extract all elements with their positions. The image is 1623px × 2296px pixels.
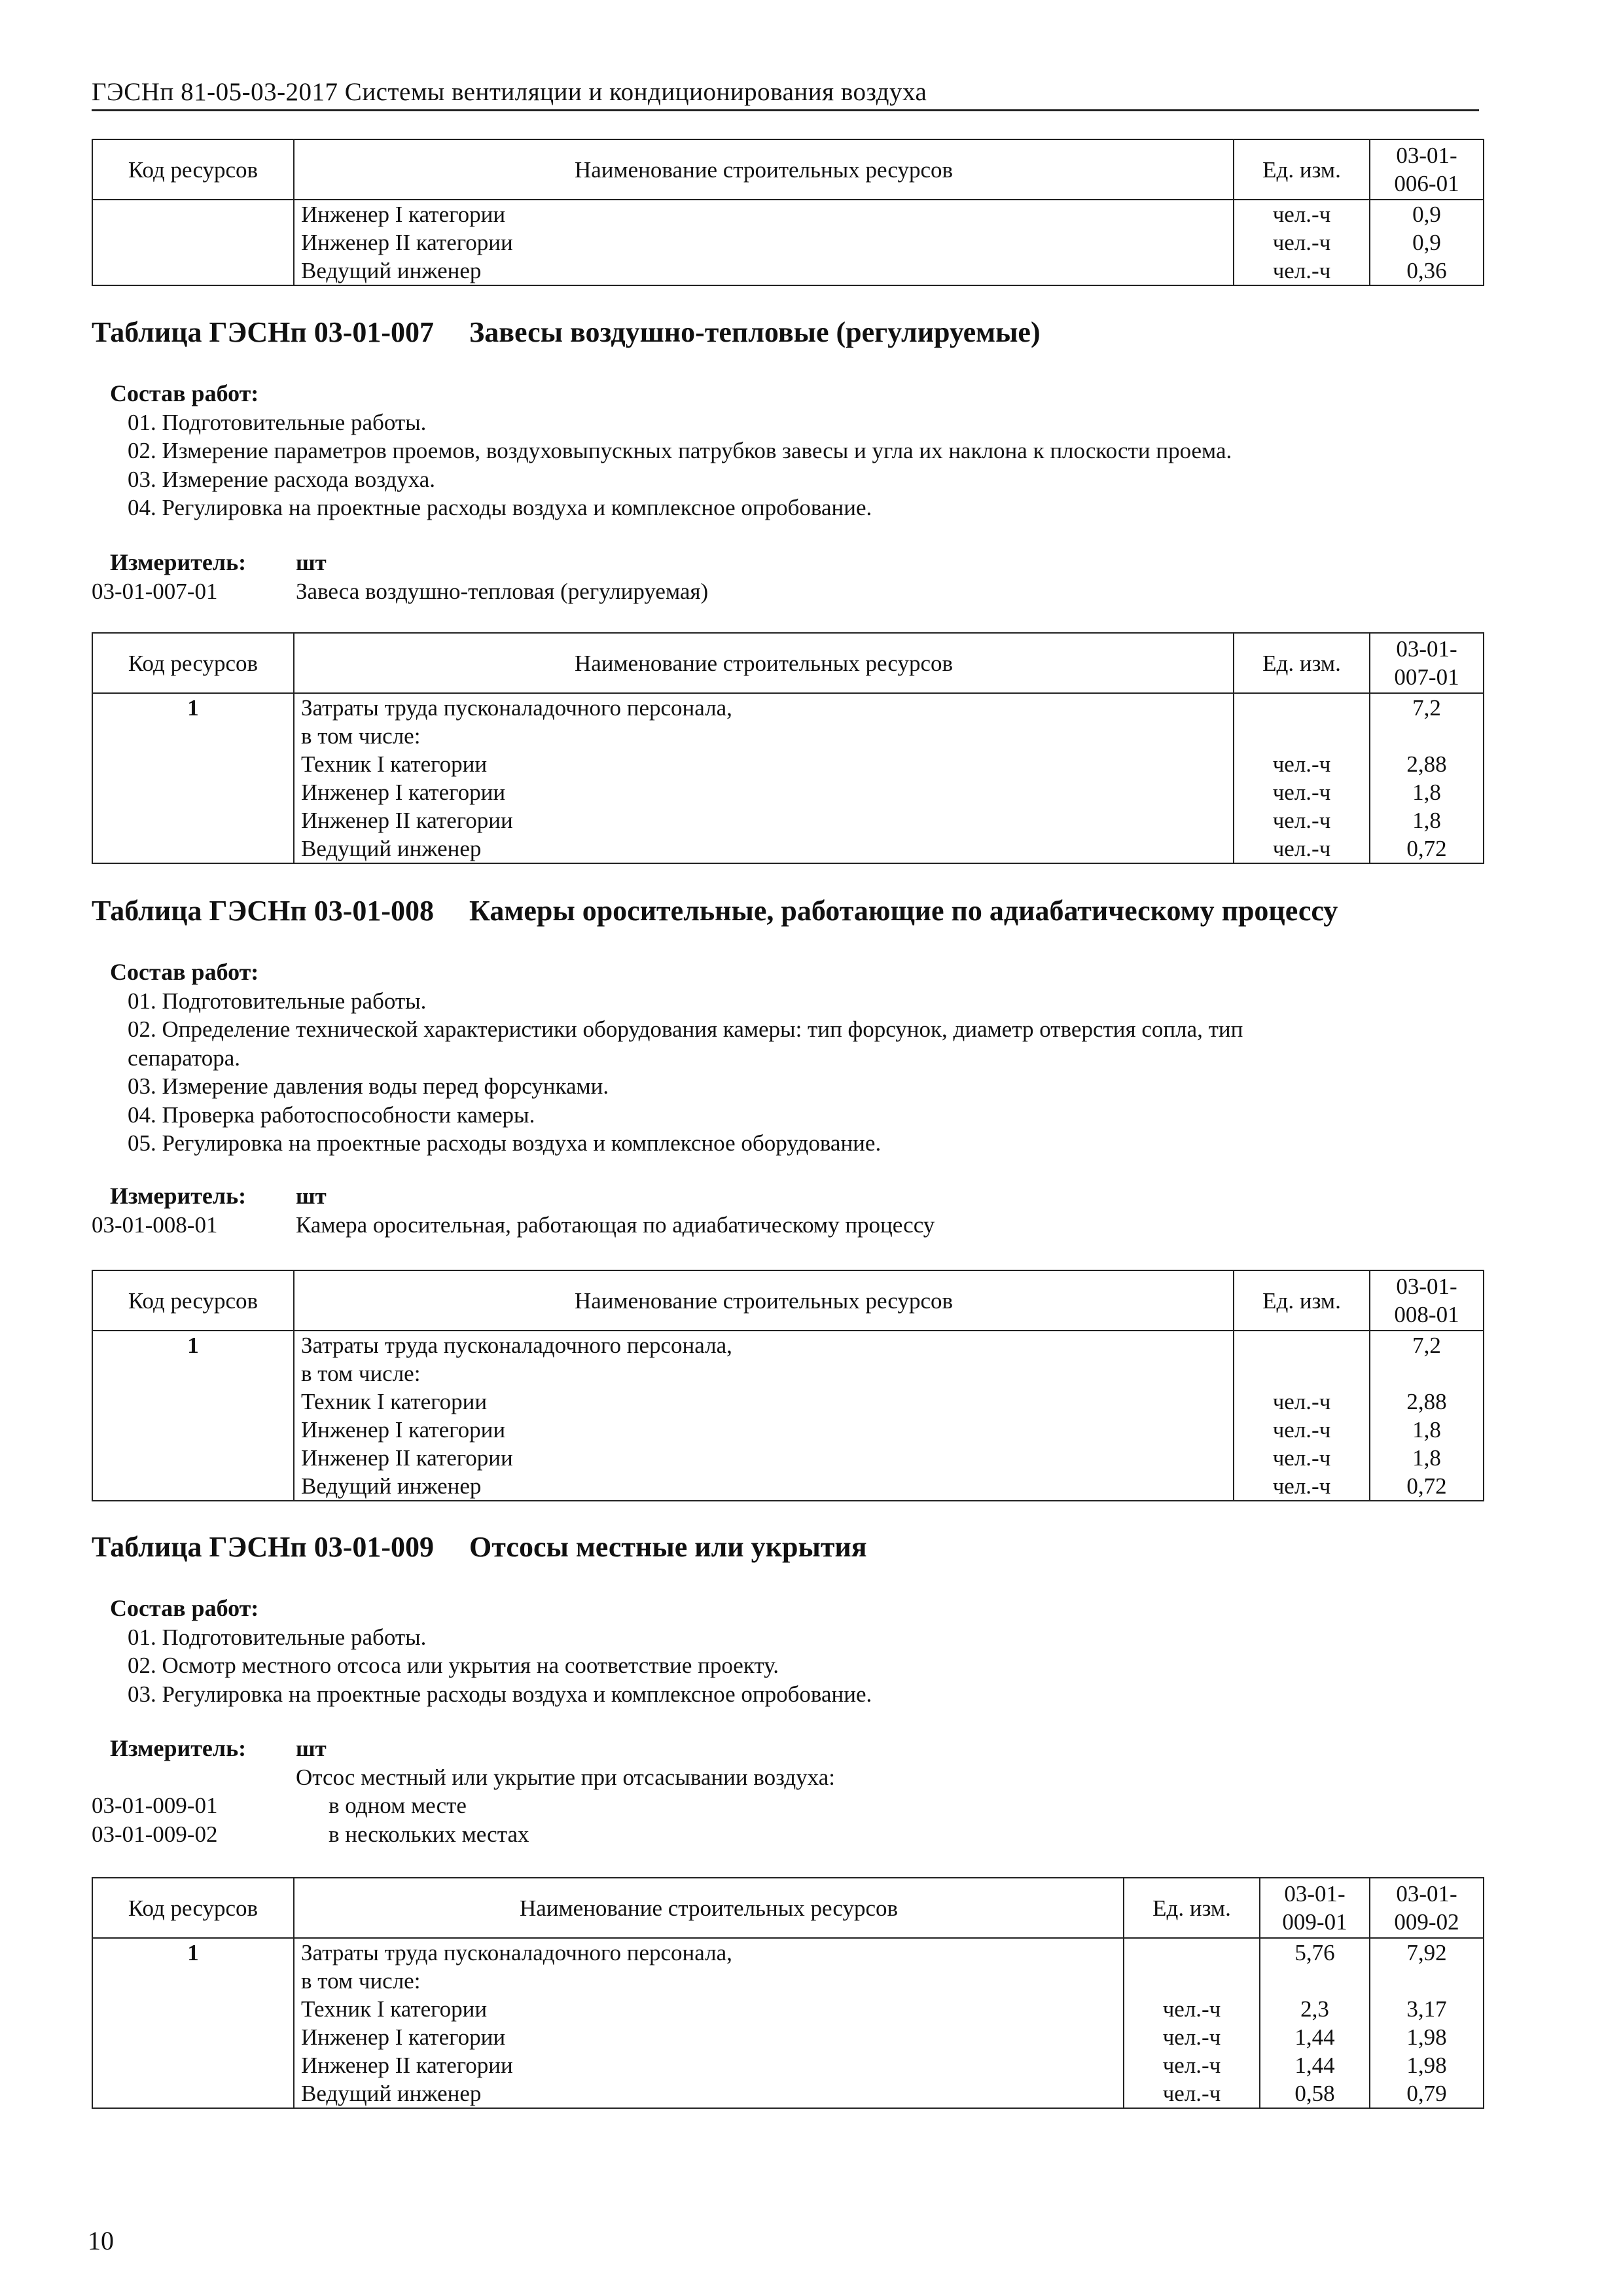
cell-name: Затраты труда пусконаладочного персонала, в том числе: Техник I категории Инженер I категории Инженер II категории Ведущий инженер xyxy=(294,1938,1124,2108)
meter-label: Измеритель: xyxy=(110,549,247,575)
col-header-unit: Ед. изм. xyxy=(1234,1270,1370,1331)
section-name: Отсосы местные или укрытия xyxy=(469,1531,867,1563)
resource-table-008 xyxy=(92,1270,1479,1501)
section-code: Таблица ГЭСНп 03-01-008 xyxy=(92,895,435,927)
resource-table xyxy=(92,1877,1484,2109)
col-header-unit: Ед. изм. xyxy=(1234,139,1370,200)
cell-code: 1 xyxy=(92,693,294,863)
works-item: 03. Регулировка на проектные расходы воздуха и комплексное опробование. xyxy=(128,1681,872,1707)
section-name: Камеры оросительные, работающие по адиабатическому процессу xyxy=(469,895,1338,927)
col-header-norm-2: 03-01- 009-02 xyxy=(1370,1878,1484,1938)
col-header-unit: Ед. изм. xyxy=(1124,1878,1260,1938)
col-header-code: Код ресурсов xyxy=(92,1878,294,1938)
cell-code xyxy=(92,200,294,285)
meter-label: Измеритель: xyxy=(110,1183,247,1209)
works-list-008 xyxy=(92,958,1479,1158)
norm-description: в одном месте xyxy=(329,1793,467,1818)
norm-code: 03-01-009-02 xyxy=(92,1821,218,1847)
works-item: сепаратора. xyxy=(128,1045,241,1071)
col-header-unit: Ед. изм. xyxy=(1234,633,1370,693)
section-code: Таблица ГЭСНп 03-01-007 xyxy=(92,316,435,348)
works-header: Состав работ: xyxy=(110,380,259,406)
works-item: 03. Измерение расхода воздуха. xyxy=(128,466,436,492)
cell-name: Инженер I категории Инженер II категории Ведущий инженер xyxy=(294,200,1234,285)
norm-code: 03-01-009-01 xyxy=(92,1793,218,1818)
works-item: 05. Регулировка на проектные расходы воздуха и комплексное оборудование. xyxy=(128,1130,882,1156)
cell-value-2: 7,92 3,17 1,98 1,98 0,79 xyxy=(1370,1938,1484,2108)
works-item: 04. Регулировка на проектные расходы воздуха и комплексное опробование. xyxy=(128,495,872,520)
col-header-norm: 03-01- 007-01 xyxy=(1370,633,1484,693)
norm-description: Завеса воздушно-тепловая (регулируемая) xyxy=(296,578,709,604)
section-title-008 xyxy=(92,894,1338,927)
col-header-name: Наименование строительных ресурсов xyxy=(294,139,1234,200)
works-item: 02. Измерение параметров проемов, воздуховыпускных патрубков завесы и угла их наклона к плоскости проема. xyxy=(128,438,1232,463)
table-row xyxy=(92,200,1484,285)
cell-unit: чел.-ч чел.-ч чел.-ч чел.-ч xyxy=(1234,1331,1370,1501)
col-header-norm-1: 03-01- 009-01 xyxy=(1260,1878,1370,1938)
cell-unit: чел.-ч чел.-ч чел.-ч xyxy=(1234,200,1370,285)
meter-block-008 xyxy=(92,1182,1479,1239)
cell-value-1: 5,76 2,3 1,44 1,44 0,58 xyxy=(1260,1938,1370,2108)
works-header: Состав работ: xyxy=(110,1595,259,1621)
table-row xyxy=(92,1938,1484,2108)
running-header: ГЭСНп 81-05-03-2017 Системы вентиляции и кондиционирования воздуха xyxy=(92,77,1479,111)
cell-value: 7,2 2,88 1,8 1,8 0,72 xyxy=(1370,1331,1484,1501)
col-header-name: Наименование строительных ресурсов xyxy=(294,633,1234,693)
cell-unit: чел.-ч чел.-ч чел.-ч чел.-ч xyxy=(1124,1938,1260,2108)
resource-table-009 xyxy=(92,1877,1479,2109)
table-header-row xyxy=(92,1270,1484,1331)
col-header-norm: 03-01- 006-01 xyxy=(1370,139,1484,200)
col-header-code: Код ресурсов xyxy=(92,1270,294,1331)
col-header-name: Наименование строительных ресурсов xyxy=(294,1270,1234,1331)
norm-code: 03-01-007-01 xyxy=(92,578,218,604)
col-header-code: Код ресурсов xyxy=(92,139,294,200)
works-item: 01. Подготовительные работы. xyxy=(128,988,427,1014)
works-list-009 xyxy=(92,1594,1479,1708)
meter-block-009 xyxy=(92,1734,1479,1848)
works-item: 01. Подготовительные работы. xyxy=(128,1624,427,1650)
meter-unit: шт xyxy=(296,550,327,575)
resource-table xyxy=(92,1270,1484,1501)
page-number: 10 xyxy=(88,2226,114,2255)
resource-table xyxy=(92,139,1484,286)
table-row xyxy=(92,1331,1484,1501)
meter-unit: шт xyxy=(296,1736,327,1761)
works-item: 02. Осмотр местного отсоса или укрытия на соответствие проекту. xyxy=(128,1653,779,1678)
works-item: 02. Определение технической характеристики оборудования камеры: тип форсунок, диаметр отверстия сопла, тип xyxy=(128,1016,1243,1042)
works-item: 03. Измерение давления воды перед форсунками. xyxy=(128,1073,609,1099)
norm-description: в нескольких местах xyxy=(329,1821,529,1847)
cell-name: Затраты труда пусконаладочного персонала, в том числе: Техник I категории Инженер I категории Инженер II категории Ведущий инженер xyxy=(294,1331,1234,1501)
col-header-code: Код ресурсов xyxy=(92,633,294,693)
section-code: Таблица ГЭСНп 03-01-009 xyxy=(92,1531,435,1563)
cell-code: 1 xyxy=(92,1938,294,2108)
norm-description: Камера оросительная, работающая по адиабатическому процессу xyxy=(296,1211,935,1238)
meter-unit: шт xyxy=(296,1183,327,1209)
resource-table xyxy=(92,632,1484,864)
cell-name: Затраты труда пусконаладочного персонала, в том числе: Техник I категории Инженер I категории Инженер II категории Ведущий инженер xyxy=(294,693,1234,863)
meter-label: Измеритель: xyxy=(110,1735,247,1761)
section-title-007 xyxy=(92,315,1041,349)
meter-block-007 xyxy=(92,548,1479,605)
norm-group-description: Отсос местный или укрытие при отсасывании воздуха: xyxy=(296,1764,835,1790)
col-header-name: Наименование строительных ресурсов xyxy=(294,1878,1124,1938)
works-item: 04. Проверка работоспособности камеры. xyxy=(128,1102,535,1128)
cell-value: 0,9 0,9 0,36 xyxy=(1370,200,1484,285)
section-name: Завесы воздушно-тепловые (регулируемые) xyxy=(469,316,1041,348)
works-list-007 xyxy=(92,380,1479,522)
table-header-row xyxy=(92,633,1484,693)
col-header-norm: 03-01- 008-01 xyxy=(1370,1270,1484,1331)
works-item: 01. Подготовительные работы. xyxy=(128,409,427,435)
table-header-row xyxy=(92,1878,1484,1938)
norm-code: 03-01-008-01 xyxy=(92,1211,218,1238)
cell-code: 1 xyxy=(92,1331,294,1501)
table-header-row xyxy=(92,139,1484,200)
resource-table-007 xyxy=(92,632,1479,864)
section-title-009 xyxy=(92,1530,867,1564)
resource-table-006 xyxy=(92,139,1479,286)
cell-unit: чел.-ч чел.-ч чел.-ч чел.-ч xyxy=(1234,693,1370,863)
cell-value: 7,2 2,88 1,8 1,8 0,72 xyxy=(1370,693,1484,863)
table-row xyxy=(92,693,1484,863)
works-header: Состав работ: xyxy=(110,959,259,985)
